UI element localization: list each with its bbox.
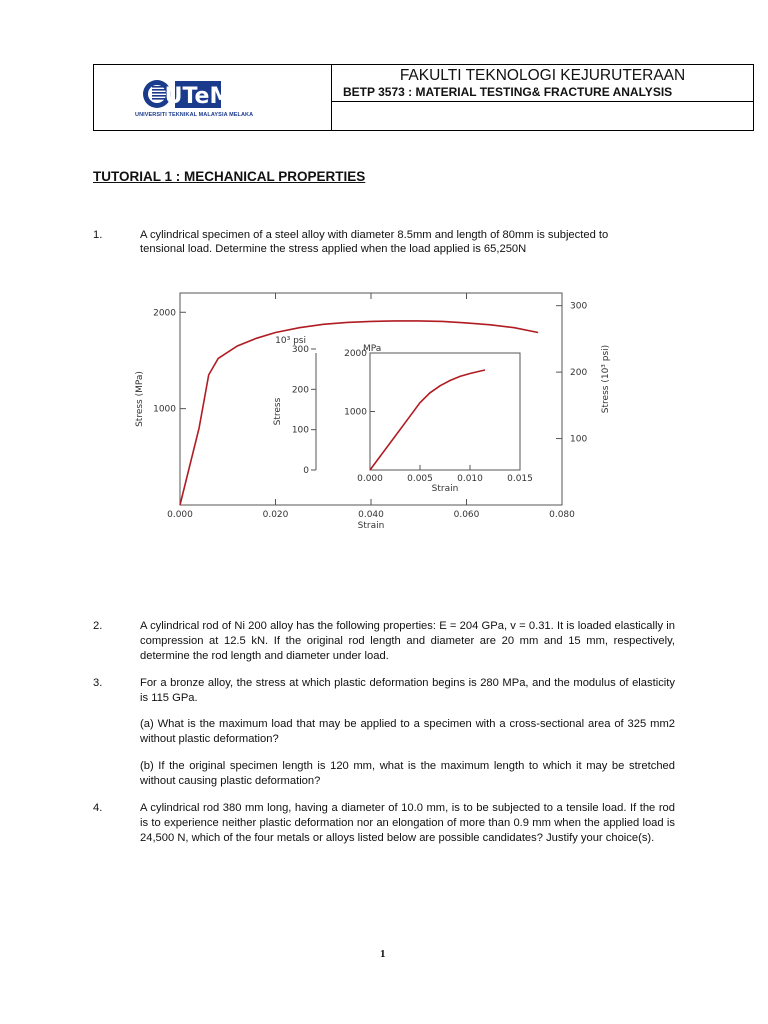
- inset-y-tick-label: 1000: [344, 407, 367, 418]
- header-box: [93, 64, 754, 131]
- inset-x-tick-label: 0.010: [457, 474, 483, 484]
- stress-strain-chart: [130, 285, 611, 535]
- inset-x-axis-label: Strain: [431, 484, 459, 494]
- y-tick-label: 1000: [153, 404, 176, 415]
- inset-psi-tick-label: 300: [291, 344, 309, 355]
- question-2-text: A cylindrical rod of Ni 200 alloy has the following properties: E = 204 GPa, v = 0.31. It is loaded elastically in compression at 12.5 kN. If the original rod length and diameter are 20 mm and 15 mm, respectively, determine the rod length and diameter under load.: [140, 620, 675, 662]
- x-axis-label: Strain: [357, 521, 385, 531]
- inset-y-tick-label: 2000: [344, 349, 367, 359]
- question-number: 4.: [93, 802, 103, 814]
- inset-psi-units: 10³ psi: [275, 336, 306, 346]
- inset-frame: [370, 353, 520, 470]
- y-right-tick-label: 200: [570, 368, 588, 379]
- question-number: 1.: [93, 229, 103, 241]
- x-tick-label: 0.020: [262, 510, 289, 520]
- logo-subtext: UNIVERSITI TEKNIKAL MALAYSIA MELAKA: [135, 112, 254, 118]
- x-tick-label: 0.000: [167, 510, 193, 520]
- question-3a-text: (a) What is the maximum load that may be applied to a specimen with a cross-sectional area of 325 mm2 without plastic deformation?: [140, 718, 675, 745]
- header-divider-horizontal: [332, 101, 753, 102]
- question-1-line-1: A cylindrical specimen of a steel alloy with diameter 8.5mm and length of 80mm is subjected to: [140, 229, 609, 241]
- page-number: 1: [380, 948, 386, 960]
- y-tick-label: 2000: [153, 308, 176, 319]
- inset-x-tick-label: 0.005: [407, 474, 433, 484]
- inset-psi-tick-label: 200: [291, 385, 309, 396]
- faculty-name: FAKULTI TEKNOLOGI KEJURUTERAAN: [399, 67, 686, 84]
- y-right-axis-label: Stress (10³ psi): [601, 344, 611, 414]
- tutorial-title: TUTORIAL 1 : MECHANICAL PROPERTIES: [93, 169, 366, 184]
- course-title: BETP 3573 : MATERIAL TESTING& FRACTURE ANALYSIS: [343, 85, 673, 99]
- question-3b-text: (b) If the original specimen length is 120 mm, what is the maximum length to which it may be stretched without causing plastic deformation?: [140, 760, 675, 787]
- inset-psi-tick-label: 0: [303, 466, 309, 476]
- x-tick-label: 0.040: [358, 510, 384, 520]
- inset-x-tick-label: 0.000: [357, 474, 383, 484]
- question-number: 3.: [93, 677, 103, 689]
- y-axis-label: Stress (MPa): [135, 371, 145, 427]
- question-number: 2.: [93, 620, 103, 632]
- x-tick-label: 0.080: [549, 510, 575, 520]
- inset-x-tick-label: 0.015: [507, 474, 533, 484]
- inset-psi-tick-label: 100: [291, 425, 309, 436]
- question-4-text: A cylindrical rod 380 mm long, having a diameter of 10.0 mm, is to be subjected to a tensile load. If the rod is to experience neither plastic deformation nor an elongation of more than 0.9 mm when the applied load is 24,500 N, which of the four metals or alloys listed below are possible candidates? Justify your choice(s).: [140, 802, 675, 844]
- inset-y-axis-label: Stress: [273, 397, 283, 426]
- y-right-tick-label: 100: [570, 434, 588, 445]
- x-tick-label: 0.060: [453, 510, 480, 520]
- y-right-tick-label: 300: [570, 301, 588, 312]
- question-1-line-2: tensional load. Determine the stress applied when the load applied is 65,250N: [140, 243, 527, 255]
- question-3-text: For a bronze alloy, the stress at which plastic deformation begins is 280 MPa, and the modulus of elasticity is 115 GPa.: [140, 677, 675, 704]
- inset-mpa-units: MPa: [363, 344, 382, 354]
- logo-text: UTeM: [164, 84, 232, 109]
